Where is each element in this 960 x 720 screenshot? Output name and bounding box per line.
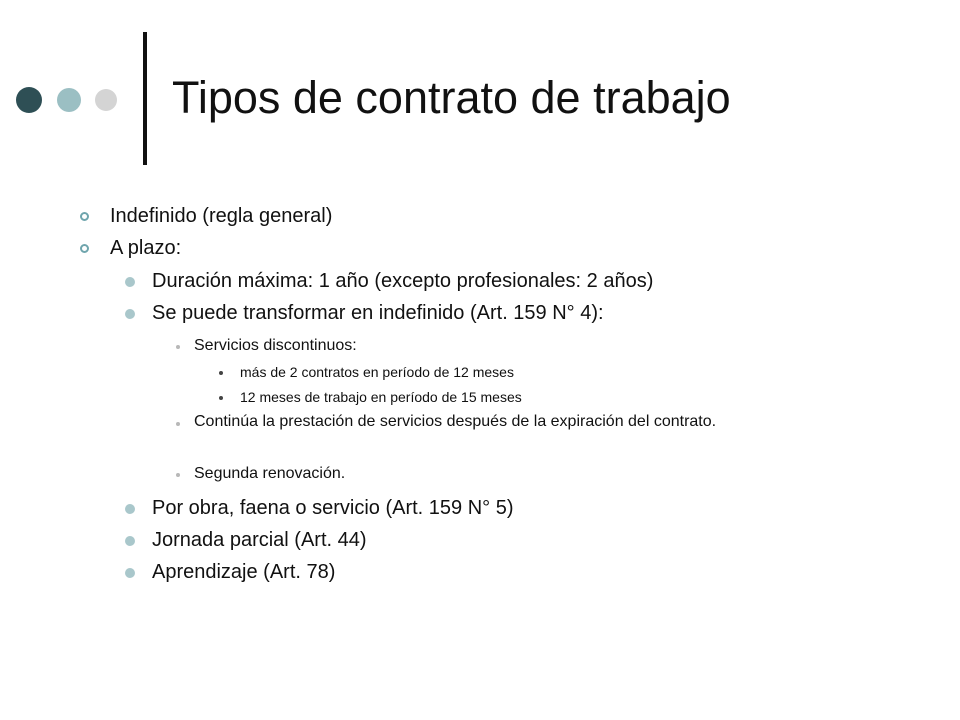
small-bullet <box>176 345 180 349</box>
dot-bullet <box>125 309 135 319</box>
decorative-dot-dark <box>16 87 42 113</box>
bullet-por-obra: Por obra, faena o servicio (Art. 159 N° 5) <box>152 497 514 519</box>
dot-bullet <box>125 536 135 546</box>
dot-bullet <box>125 277 135 287</box>
dot-bullet <box>125 504 135 514</box>
small-bullet <box>176 473 180 477</box>
tiny-bullet <box>219 396 223 400</box>
ring-bullet <box>80 244 89 253</box>
bullet-mas-de-2-contratos: más de 2 contratos en período de 12 meses <box>240 364 514 380</box>
small-bullet <box>176 422 180 426</box>
bullet-indefinido: Indefinido (regla general) <box>110 205 333 227</box>
bullet-duracion: Duración máxima: 1 año (excepto profesionales: 2 años) <box>152 270 654 292</box>
bullet-12-meses: 12 meses de trabajo en período de 15 meses <box>240 389 522 405</box>
decorative-dot-teal <box>57 88 81 112</box>
bullet-servicios-discontinuos: Servicios discontinuos: <box>194 337 357 354</box>
bullet-jornada-parcial: Jornada parcial (Art. 44) <box>152 529 367 551</box>
bullet-segunda-renovacion: Segunda renovación. <box>194 465 346 482</box>
ring-bullet <box>80 212 89 221</box>
bullet-a-plazo: A plazo: <box>110 237 182 259</box>
tiny-bullet <box>219 371 223 375</box>
decorative-dot-gray <box>95 89 117 111</box>
bullet-aprendizaje: Aprendizaje (Art. 78) <box>152 561 336 583</box>
bullet-continua-prestacion: Continúa la prestación de servicios después de la expiración del contrato. <box>194 413 717 430</box>
dot-bullet <box>125 568 135 578</box>
title-divider <box>143 32 147 165</box>
bullet-transformar: Se puede transformar en indefinido (Art. 159 N° 4): <box>152 302 604 324</box>
slide-title: Tipos de contrato de trabajo <box>172 72 731 123</box>
